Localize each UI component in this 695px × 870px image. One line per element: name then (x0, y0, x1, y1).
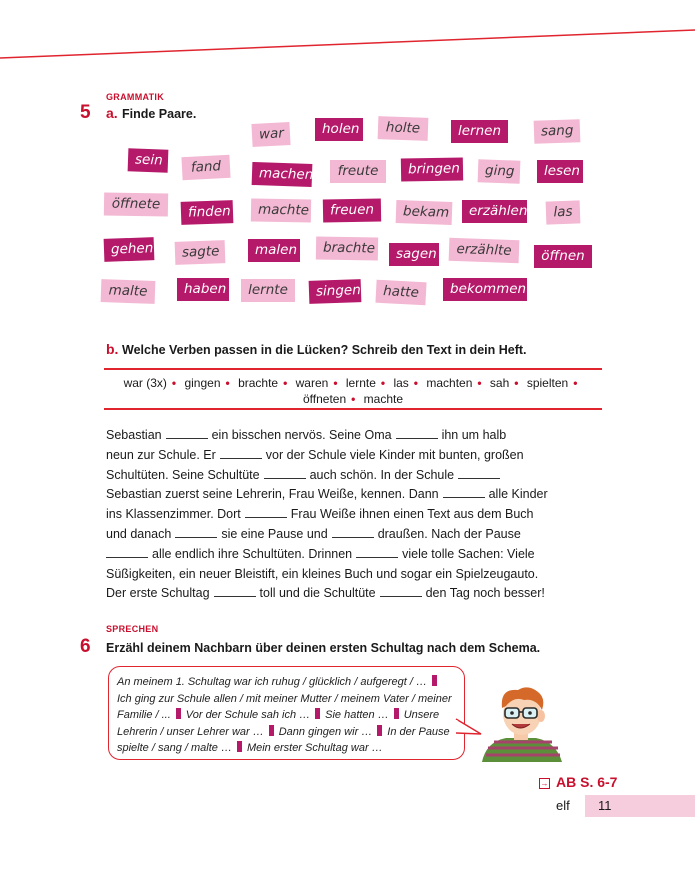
header-diagonal-line (0, 0, 695, 70)
story-line: Süßigkeiten, ein neuer Bleistift, ein kleines Buch und sogar ein Spielzeugauto. (106, 566, 539, 581)
blank (356, 548, 398, 558)
word-card: haben (177, 278, 229, 301)
separator-bar (315, 708, 320, 719)
word-bank-item: las (393, 376, 409, 390)
gap-fill-text (106, 426, 576, 604)
story-line: und danach sie eine Pause und draußen. Nach der Pause (106, 526, 521, 541)
arrow-box-icon: → (540, 779, 549, 788)
word-card: bekommen (443, 278, 527, 301)
word-bank: war (3x) • gingen • brachte • waren • lernte • las • machten • sah • spielten • öffneten • machte (123, 376, 578, 406)
word-card: machte (251, 198, 311, 222)
word-card: sang (534, 119, 581, 144)
separator-bar (432, 675, 437, 686)
word-card: erzählen (462, 200, 527, 223)
word-card: holen (315, 118, 363, 141)
blank (396, 429, 438, 439)
word-card: lernte (241, 279, 295, 302)
boy-with-glasses-illustration (478, 684, 568, 762)
word-bank-item: spielten (526, 376, 569, 390)
part-b-letter: b. (106, 341, 119, 357)
word-bank-item: brachte (238, 376, 279, 390)
word-card: ging (478, 159, 521, 183)
word-card: war (251, 122, 290, 147)
word-card: brachte (316, 236, 378, 260)
word-card: hatte (375, 280, 426, 306)
separator-bar (269, 725, 274, 736)
section-label-grammatik: GRAMMATIK (106, 92, 165, 102)
word-card: bekam (396, 200, 453, 225)
word-card: sein (128, 148, 169, 172)
story-line: Sebastian ein bisschen nervös. Seine Oma ihn um halb (106, 428, 507, 442)
blank (458, 469, 500, 479)
blank (106, 548, 148, 558)
story-line: alle endlich ihre Schultüten. Drinnen viele tolle Sachen: Viele (106, 545, 576, 565)
blank (220, 449, 262, 459)
part-b-instruction: Welche Verben passen in die Lücken? Schreib den Text in dein Heft. (122, 343, 527, 357)
blank (166, 429, 208, 439)
exercise-number-6: 6 (80, 636, 91, 657)
story-line: Der erste Schultag toll und die Schultüte den Tag noch besser! (106, 586, 545, 601)
word-card: bringen (401, 157, 463, 181)
separator-bar (237, 741, 242, 752)
word-bank-item: lernte (345, 376, 376, 390)
blank (214, 587, 256, 597)
word-bank-item: war (3x) (123, 376, 167, 390)
speech-bubble-text: An meinem 1. Schultag war ich ruhug / glücklich / aufgeregt / … Ich ging zur Schule allen / mit meiner Mutter / meinem Vater / meiner Familie / ... Vor der Schule sah ich … Sie hatten … Unsere Lehrerin / unser Lehrer war … Dann gingen wir … In der Pause spielte / sang / malte … Mein erster Schultag war … (117, 676, 452, 754)
blank (245, 508, 287, 518)
blank (264, 469, 306, 479)
word-card: erzählte (449, 238, 520, 263)
story-line: ins Klassenzimmer. Dort Frau Weiße ihnen einen Text aus dem Buch (106, 507, 534, 522)
word-card: sagte (175, 240, 226, 265)
exercise-number-5: 5 (80, 102, 91, 123)
blank (443, 488, 485, 498)
page-number-word: elf (556, 798, 570, 813)
word-bank-bottom-rule (104, 408, 602, 410)
word-card: öffnen (534, 245, 592, 268)
word-bank-item: gingen (184, 376, 221, 390)
word-bank-item: waren (295, 376, 329, 390)
story-line: Schultüten. Seine Schultüte auch schön. In der Schule (106, 466, 576, 486)
story-line: Sebastian zuerst seine Lehrerin, Frau Weiße, kennen. Dann alle Kinder (106, 487, 548, 502)
word-bank-item: machten (426, 376, 473, 390)
blank (175, 528, 217, 538)
part-a-letter: a. (106, 105, 118, 121)
word-card: gehen (104, 237, 155, 262)
blank (332, 528, 374, 538)
separator-bar (176, 708, 181, 719)
page-number: 11 (598, 798, 612, 813)
word-bank-item: öffneten (302, 392, 347, 406)
story-line: neun zur Schule. Er vor der Schule viele Kinder mit bunten, großen (106, 447, 524, 462)
word-card: machen (252, 162, 313, 187)
separator-bar (377, 725, 382, 736)
word-card: freute (330, 160, 386, 183)
workbook-reference: → AB S. 6-7 (540, 774, 618, 790)
word-card: singen (309, 279, 362, 304)
word-bank-top-rule (104, 368, 602, 370)
word-card: holte (378, 116, 429, 141)
word-card: finden (181, 200, 234, 225)
word-card: malen (248, 239, 300, 262)
word-card: sagen (389, 243, 439, 266)
word-bank-item: sah (489, 376, 510, 390)
separator-bar (394, 708, 399, 719)
word-card: malte (101, 279, 156, 304)
section-label-sprechen: SPRECHEN (106, 624, 159, 634)
blank (380, 587, 422, 597)
word-card: lesen (537, 160, 583, 183)
part-a-instruction: Finde Paare. (122, 107, 197, 121)
section6-instruction: Erzähl deinem Nachbarn über deinen ersten Schultag nach dem Schema. (106, 641, 541, 655)
word-card: freuen (323, 198, 381, 222)
word-card: las (546, 200, 581, 224)
word-bank-item: machte (363, 392, 404, 406)
word-card: öffnete (104, 192, 168, 216)
word-card: fand (181, 155, 230, 180)
word-card: lernen (451, 120, 508, 143)
speech-bubble (108, 666, 465, 760)
